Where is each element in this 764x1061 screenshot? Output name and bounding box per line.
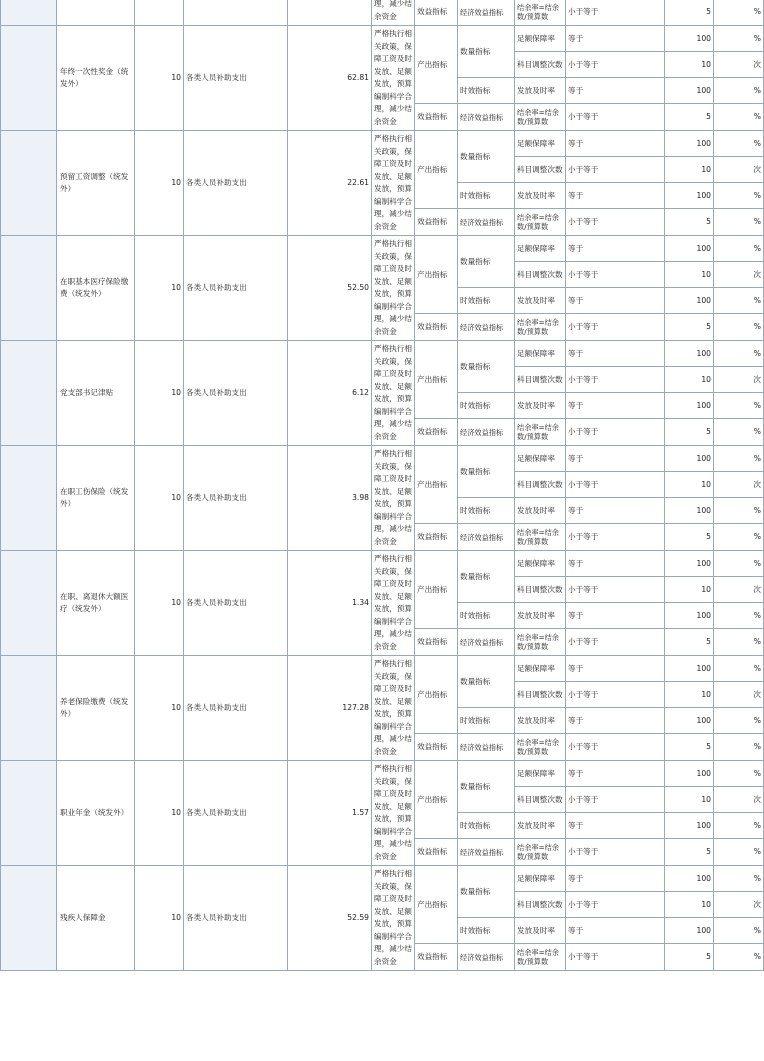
indicator-value: 5 (665, 0, 714, 26)
indicator-name: 结余率=结余数/预算数 (515, 944, 566, 971)
indicator-operator: 小于等于 (566, 0, 665, 26)
indicator-operator: 小于等于 (566, 944, 665, 971)
indicator-value: 100 (665, 813, 714, 839)
blank-cell (1, 551, 57, 656)
level2-indicator: 经济效益指标 (458, 839, 515, 866)
performance-goal: 严格执行相关政策，保障工资及时发放、足额发放，预算编制科学合理，减少结余资金 (372, 866, 415, 971)
project-count: 10 (135, 341, 184, 446)
indicator-unit: % (714, 708, 764, 734)
table-row (1, 866, 764, 892)
indicator-value: 100 (665, 236, 714, 262)
budget-amount: 127.28 (288, 656, 372, 761)
indicator-name: 足额保障率 (515, 761, 566, 787)
level1-indicator: 效益指标 (415, 839, 458, 866)
indicator-value: 10 (665, 262, 714, 288)
indicator-unit: 次 (714, 262, 764, 288)
indicator-operator: 等于 (566, 551, 665, 577)
indicator-unit: % (714, 866, 764, 892)
expense-category: 各类人员补助支出 (184, 131, 288, 236)
indicator-operator: 等于 (566, 78, 665, 104)
indicator-name: 足额保障率 (515, 131, 566, 157)
indicator-value: 100 (665, 708, 714, 734)
indicator-name: 发放及时率 (515, 918, 566, 944)
project-name (57, 0, 135, 26)
indicator-name: 科目调整次数 (515, 262, 566, 288)
indicator-unit: % (714, 131, 764, 157)
project-count (135, 0, 184, 26)
indicator-unit: % (714, 656, 764, 682)
indicator-value: 100 (665, 446, 714, 472)
level2-indicator: 经济效益指标 (458, 104, 515, 131)
table-row (1, 26, 764, 52)
level2-indicator: 经济效益指标 (458, 944, 515, 971)
level2-indicator: 数量指标 (458, 131, 515, 183)
indicator-name: 结余率=结余数/预算数 (515, 314, 566, 341)
indicator-name: 科目调整次数 (515, 52, 566, 78)
level1-indicator: 效益指标 (415, 629, 458, 656)
indicator-unit: 次 (714, 472, 764, 498)
indicator-value: 100 (665, 183, 714, 209)
table-row (1, 551, 764, 577)
project-count: 10 (135, 446, 184, 551)
indicator-operator: 小于等于 (566, 367, 665, 393)
indicator-name: 发放及时率 (515, 498, 566, 524)
indicator-operator: 等于 (566, 446, 665, 472)
level2-indicator: 数量指标 (458, 446, 515, 498)
indicator-unit: % (714, 26, 764, 52)
blank-cell (1, 446, 57, 551)
indicator-value: 100 (665, 656, 714, 682)
performance-goal: 严格执行相关政策，保障工资及时发放、足额发放，预算编制科学合理，减少结余资金 (372, 446, 415, 551)
table-row (1, 341, 764, 367)
project-count: 10 (135, 131, 184, 236)
indicator-value: 100 (665, 551, 714, 577)
indicator-name: 发放及时率 (515, 183, 566, 209)
budget-amount: 1.34 (288, 551, 372, 656)
level2-indicator: 时效指标 (458, 813, 515, 839)
project-name: 在职工伤保险（统发外） (57, 446, 135, 551)
project-count: 10 (135, 761, 184, 866)
indicator-operator: 等于 (566, 236, 665, 262)
indicator-unit: % (714, 446, 764, 472)
indicator-value: 10 (665, 157, 714, 183)
indicator-name: 发放及时率 (515, 603, 566, 629)
level2-indicator: 数量指标 (458, 236, 515, 288)
level1-indicator: 效益指标 (415, 944, 458, 971)
indicator-name: 发放及时率 (515, 288, 566, 314)
indicator-unit: 次 (714, 367, 764, 393)
indicator-unit: 次 (714, 892, 764, 918)
level2-indicator: 时效指标 (458, 708, 515, 734)
budget-amount: 1.57 (288, 761, 372, 866)
indicator-unit: % (714, 629, 764, 656)
indicator-unit: % (714, 839, 764, 866)
indicator-name: 足额保障率 (515, 656, 566, 682)
indicator-name: 科目调整次数 (515, 787, 566, 813)
indicator-operator: 小于等于 (566, 734, 665, 761)
level2-indicator: 数量指标 (458, 866, 515, 918)
indicator-unit: % (714, 918, 764, 944)
indicator-name: 足额保障率 (515, 446, 566, 472)
table-row (1, 131, 764, 157)
level1-indicator: 效益指标 (415, 104, 458, 131)
indicator-operator: 等于 (566, 708, 665, 734)
level1-indicator: 效益指标 (415, 209, 458, 236)
expense-category (184, 0, 288, 26)
indicator-name: 足额保障率 (515, 341, 566, 367)
performance-goal: 严格执行相关政策，保障工资及时发放、足额发放，预算编制科学合理，减少结余资金 (372, 341, 415, 446)
budget-amount (288, 0, 372, 26)
indicator-unit: % (714, 314, 764, 341)
level2-indicator: 经济效益指标 (458, 314, 515, 341)
indicator-value: 5 (665, 734, 714, 761)
level2-indicator: 时效指标 (458, 603, 515, 629)
indicator-operator: 小于等于 (566, 104, 665, 131)
level1-indicator: 产出指标 (415, 551, 458, 629)
indicator-value: 5 (665, 524, 714, 551)
indicator-operator: 等于 (566, 656, 665, 682)
indicator-value: 5 (665, 839, 714, 866)
indicator-name: 结余率=结余数/预算数 (515, 419, 566, 446)
performance-goal: 严格执行相关政策，保障工资及时发放、足额发放，预算编制科学合理，减少结余资金 (372, 236, 415, 341)
indicator-value: 100 (665, 131, 714, 157)
indicator-value: 10 (665, 892, 714, 918)
indicator-value: 10 (665, 52, 714, 78)
indicator-name: 足额保障率 (515, 866, 566, 892)
indicator-value: 10 (665, 577, 714, 603)
indicator-value: 100 (665, 761, 714, 787)
indicator-value: 100 (665, 26, 714, 52)
level2-indicator: 经济效益指标 (458, 209, 515, 236)
indicator-unit: 次 (714, 787, 764, 813)
indicator-operator: 小于等于 (566, 52, 665, 78)
performance-goal: 严格执行相关政策，保障工资及时发放、足额发放，预算编制科学合理，减少结余资金 (372, 551, 415, 656)
indicator-operator: 小于等于 (566, 314, 665, 341)
blank-cell (1, 341, 57, 446)
indicator-unit: % (714, 393, 764, 419)
blank-cell (1, 236, 57, 341)
indicator-unit: % (714, 551, 764, 577)
indicator-name: 结余率=结余数/预算数 (515, 839, 566, 866)
indicator-operator: 小于等于 (566, 472, 665, 498)
expense-category: 各类人员补助支出 (184, 551, 288, 656)
indicator-value: 100 (665, 603, 714, 629)
indicator-name: 结余率=结余数/预算数 (515, 209, 566, 236)
project-name: 在职基本医疗保险缴费（统发外） (57, 236, 135, 341)
indicator-operator: 小于等于 (566, 839, 665, 866)
indicator-operator: 等于 (566, 866, 665, 892)
indicator-unit: % (714, 761, 764, 787)
indicator-unit: % (714, 419, 764, 446)
project-count: 10 (135, 656, 184, 761)
table-row (1, 761, 764, 787)
level2-indicator: 时效指标 (458, 918, 515, 944)
indicator-operator: 等于 (566, 183, 665, 209)
expense-category: 各类人员补助支出 (184, 446, 288, 551)
level2-indicator: 时效指标 (458, 183, 515, 209)
table-row (1, 656, 764, 682)
indicator-unit: 次 (714, 577, 764, 603)
expense-category: 各类人员补助支出 (184, 761, 288, 866)
indicator-value: 100 (665, 78, 714, 104)
table-row (1, 446, 764, 472)
indicator-unit: % (714, 288, 764, 314)
performance-goal: 理，减少结余资金 (372, 0, 415, 26)
indicator-unit: 次 (714, 157, 764, 183)
level2-indicator: 经济效益指标 (458, 734, 515, 761)
indicator-operator: 等于 (566, 918, 665, 944)
indicator-operator: 等于 (566, 761, 665, 787)
indicator-value: 10 (665, 472, 714, 498)
level2-indicator: 数量指标 (458, 26, 515, 78)
budget-amount: 62.81 (288, 26, 372, 131)
level2-indicator: 时效指标 (458, 288, 515, 314)
indicator-unit: % (714, 209, 764, 236)
indicator-unit: % (714, 524, 764, 551)
level1-indicator: 产出指标 (415, 761, 458, 839)
level2-indicator: 时效指标 (458, 78, 515, 104)
indicator-name: 足额保障率 (515, 551, 566, 577)
project-name: 在职、离退休大额医疗（统发外） (57, 551, 135, 656)
indicator-name: 科目调整次数 (515, 682, 566, 708)
level2-indicator: 时效指标 (458, 498, 515, 524)
indicator-operator: 等于 (566, 603, 665, 629)
budget-amount: 3.98 (288, 446, 372, 551)
indicator-operator: 小于等于 (566, 419, 665, 446)
indicator-operator: 等于 (566, 288, 665, 314)
indicator-name: 科目调整次数 (515, 367, 566, 393)
level1-indicator: 产出指标 (415, 341, 458, 419)
indicator-name: 足额保障率 (515, 236, 566, 262)
blank-cell (1, 26, 57, 131)
indicator-name: 科目调整次数 (515, 472, 566, 498)
indicator-value: 10 (665, 787, 714, 813)
indicator-operator: 等于 (566, 26, 665, 52)
indicator-value: 100 (665, 393, 714, 419)
indicator-value: 100 (665, 498, 714, 524)
expense-category: 各类人员补助支出 (184, 26, 288, 131)
project-count: 10 (135, 236, 184, 341)
indicator-operator: 等于 (566, 131, 665, 157)
indicator-unit: % (714, 236, 764, 262)
indicator-value: 5 (665, 419, 714, 446)
indicator-value: 5 (665, 629, 714, 656)
expense-category: 各类人员补助支出 (184, 341, 288, 446)
budget-amount: 52.59 (288, 866, 372, 971)
project-name: 党支部书记津贴 (57, 341, 135, 446)
project-count: 10 (135, 866, 184, 971)
performance-goal: 严格执行相关政策，保障工资及时发放、足额发放，预算编制科学合理，减少结余资金 (372, 26, 415, 131)
indicator-name: 发放及时率 (515, 813, 566, 839)
indicator-name: 结余率=结余数/预算数 (515, 0, 566, 26)
level1-indicator: 产出指标 (415, 26, 458, 104)
expense-category: 各类人员补助支出 (184, 656, 288, 761)
indicator-operator: 小于等于 (566, 892, 665, 918)
project-name: 预留工资调整（统发外） (57, 131, 135, 236)
indicator-name: 发放及时率 (515, 708, 566, 734)
indicator-operator: 小于等于 (566, 524, 665, 551)
indicator-unit: 次 (714, 52, 764, 78)
level1-indicator: 产出指标 (415, 656, 458, 734)
blank-cell (1, 866, 57, 971)
level2-indicator: 经济效益指标 (458, 524, 515, 551)
blank-cell (1, 761, 57, 866)
expense-category: 各类人员补助支出 (184, 866, 288, 971)
level1-indicator: 效益指标 (415, 734, 458, 761)
level1-indicator: 产出指标 (415, 446, 458, 524)
indicator-operator: 等于 (566, 341, 665, 367)
indicator-unit: % (714, 603, 764, 629)
level2-indicator: 数量指标 (458, 551, 515, 603)
indicator-operator: 小于等于 (566, 262, 665, 288)
budget-amount: 52.50 (288, 236, 372, 341)
table-row (1, 236, 764, 262)
level2-indicator: 数量指标 (458, 341, 515, 393)
indicator-value: 100 (665, 866, 714, 892)
indicator-value: 100 (665, 288, 714, 314)
indicator-unit: % (714, 104, 764, 131)
level1-indicator: 效益指标 (415, 419, 458, 446)
project-name: 职业年金（统发外） (57, 761, 135, 866)
blank-cell (1, 131, 57, 236)
indicator-name: 科目调整次数 (515, 157, 566, 183)
level2-indicator: 经济效益指标 (458, 0, 515, 26)
indicator-name: 科目调整次数 (515, 892, 566, 918)
indicator-name: 结余率=结余数/预算数 (515, 629, 566, 656)
indicator-value: 5 (665, 104, 714, 131)
level1-indicator: 效益指标 (415, 0, 458, 26)
indicator-operator: 小于等于 (566, 787, 665, 813)
indicator-unit: % (714, 183, 764, 209)
budget-amount: 22.61 (288, 131, 372, 236)
indicator-unit: % (714, 498, 764, 524)
project-name: 年终一次性奖金（统发外） (57, 26, 135, 131)
indicator-operator: 小于等于 (566, 157, 665, 183)
project-name: 残疾人保障金 (57, 866, 135, 971)
level1-indicator: 产出指标 (415, 866, 458, 944)
indicator-value: 5 (665, 314, 714, 341)
level1-indicator: 产出指标 (415, 236, 458, 314)
indicator-name: 发放及时率 (515, 78, 566, 104)
level2-indicator: 数量指标 (458, 761, 515, 813)
indicator-name: 科目调整次数 (515, 577, 566, 603)
indicator-unit: 次 (714, 682, 764, 708)
performance-goal: 严格执行相关政策，保障工资及时发放、足额发放，预算编制科学合理，减少结余资金 (372, 761, 415, 866)
indicator-operator: 小于等于 (566, 682, 665, 708)
project-name: 养老保险缴费（统发外） (57, 656, 135, 761)
budget-amount: 6.12 (288, 341, 372, 446)
project-count: 10 (135, 551, 184, 656)
performance-goal: 严格执行相关政策，保障工资及时发放、足额发放，预算编制科学合理，减少结余资金 (372, 656, 415, 761)
indicator-unit: % (714, 341, 764, 367)
blank-cell (1, 656, 57, 761)
project-count: 10 (135, 26, 184, 131)
level1-indicator: 产出指标 (415, 131, 458, 209)
indicator-value: 10 (665, 682, 714, 708)
indicator-name: 结余率=结余数/预算数 (515, 734, 566, 761)
indicator-unit: % (714, 944, 764, 971)
level2-indicator: 数量指标 (458, 656, 515, 708)
level1-indicator: 效益指标 (415, 314, 458, 341)
level2-indicator: 时效指标 (458, 393, 515, 419)
indicator-name: 结余率=结余数/预算数 (515, 104, 566, 131)
indicator-unit: % (714, 78, 764, 104)
level1-indicator: 效益指标 (415, 524, 458, 551)
blank-cell (1, 0, 57, 26)
indicator-value: 10 (665, 367, 714, 393)
indicator-value: 100 (665, 341, 714, 367)
indicator-value: 5 (665, 209, 714, 236)
expense-category: 各类人员补助支出 (184, 236, 288, 341)
indicator-name: 足额保障率 (515, 26, 566, 52)
indicator-unit: % (714, 0, 764, 26)
performance-goal: 严格执行相关政策，保障工资及时发放、足额发放，预算编制科学合理，减少结余资金 (372, 131, 415, 236)
indicator-operator: 等于 (566, 393, 665, 419)
indicator-name: 结余率=结余数/预算数 (515, 524, 566, 551)
indicator-value: 5 (665, 944, 714, 971)
indicator-operator: 小于等于 (566, 209, 665, 236)
indicator-value: 100 (665, 918, 714, 944)
indicator-operator: 等于 (566, 498, 665, 524)
level2-indicator: 经济效益指标 (458, 419, 515, 446)
indicator-operator: 小于等于 (566, 629, 665, 656)
indicator-operator: 小于等于 (566, 577, 665, 603)
level2-indicator: 经济效益指标 (458, 629, 515, 656)
indicator-unit: % (714, 813, 764, 839)
indicator-unit: % (714, 734, 764, 761)
indicator-name: 发放及时率 (515, 393, 566, 419)
indicator-operator: 等于 (566, 813, 665, 839)
